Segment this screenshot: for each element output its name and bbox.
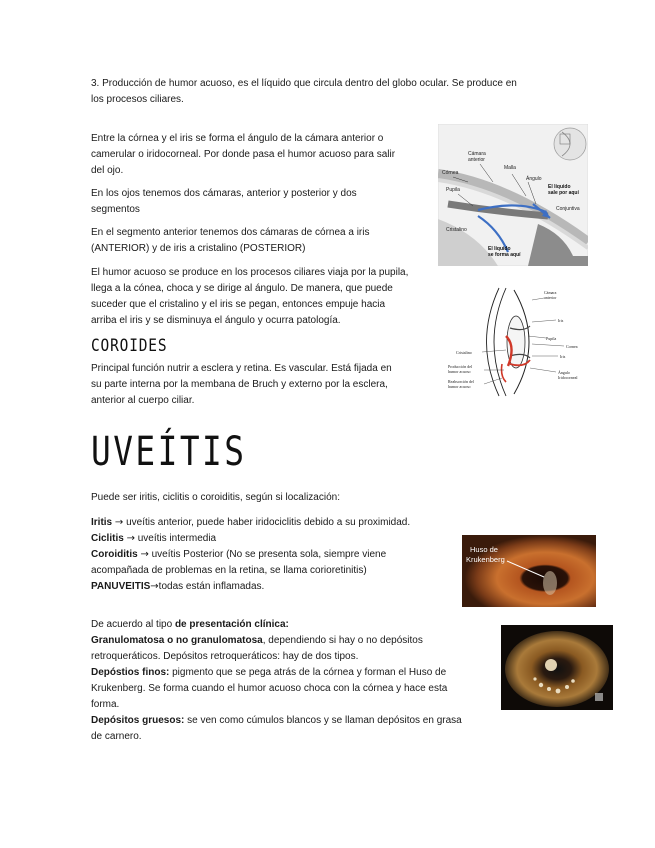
keratic-precipitates-photo	[501, 625, 613, 710]
intro-line-1: 3. Producción de humor acuoso, es el líquido que circula dentro del globo ocular. Se produce en	[91, 78, 517, 89]
arrow-icon: →	[114, 517, 124, 528]
uveitis-item-iritis	[91, 515, 461, 531]
text-line: forma.	[91, 699, 120, 710]
uveitis-intro: Puede ser iritis, ciclitis o coroiditis, según si localización:	[91, 492, 340, 503]
eye-chambers-figure	[444, 286, 594, 398]
label-liquido-sale-1: El líquido	[548, 184, 571, 190]
label-produccion-1: Producción del	[448, 364, 473, 369]
term: Depósitos gruesos:	[91, 715, 185, 726]
text-line: segmentos	[91, 204, 140, 215]
item-text: uveítis intermedia	[134, 533, 217, 544]
label-produccion-2: humor acuoso	[448, 369, 471, 374]
label-cornea: Cornea	[566, 344, 578, 349]
intro-plain: De acuerdo al tipo	[91, 619, 175, 630]
label-liquido-forma-1: El líquido	[488, 246, 511, 252]
label-liquido-sale-2: sale por aquí	[548, 190, 579, 196]
coroides-paragraph	[91, 361, 436, 409]
angle-paragraph-3	[91, 225, 436, 257]
text-line: su parte interna por la membana de Bruch y externo por la esclera,	[91, 379, 388, 390]
term: Granulomatosa o no granulomatosa	[91, 635, 263, 646]
uveitis-item-ciclitis	[91, 531, 461, 547]
label-angulo-1: Ángulo	[558, 370, 570, 375]
item-text: todas están inflamadas.	[158, 581, 265, 592]
intro-paragraph	[91, 76, 571, 108]
term: Iritis	[91, 517, 113, 528]
uveitis-item-coroiditis	[91, 547, 461, 563]
iridocorneal-angle-figure	[438, 124, 588, 266]
label-liquido-forma-2: se forma aquí	[488, 252, 521, 258]
item-text: uveítis anterior, puede haber iridociclitis debido a su proximidad.	[123, 517, 411, 528]
label-iris-2: Iris	[560, 354, 566, 359]
label-pupila: Pupila	[546, 336, 557, 341]
uveitis-coroiditis-cont: acompañada de problemas en la retina, se llama corioretinitis)	[91, 565, 367, 576]
text-line: retroqueráticos. Depósitos retroqueráticos: hay de dos tipos.	[91, 651, 359, 662]
arrow-icon: →	[150, 581, 159, 592]
text-line: El humor acuoso se produce en los procesos ciliares viaja por la pupila,	[91, 267, 409, 278]
arrow-icon: →	[140, 549, 149, 560]
text-line: En el segmento anterior tenemos dos cámaras de córnea a iris	[91, 227, 370, 238]
uveitis-list	[91, 515, 461, 595]
text-line: Entre la córnea y el iris se forma el ángulo de la cámara anterior o	[91, 133, 384, 144]
uveitis-item-panuveitis	[91, 579, 461, 595]
label-conjuntiva: Conjuntiva	[556, 206, 580, 212]
label-camara: Cámara	[468, 151, 486, 157]
text-line: Principal función nutrir a esclera y retina. Es vascular. Está fijada en	[91, 363, 392, 374]
term: PANUVEITIS	[91, 581, 151, 592]
clinical-paragraph	[91, 617, 491, 745]
text-line: Krukenberg. Se forma cuando el humor acuoso choca con la córnea y hace esta	[91, 683, 448, 694]
label-anterior: anterior	[468, 157, 485, 163]
intro-bold: de presentación clínica:	[174, 619, 289, 630]
text-line: arriba el iris y se disminuya el ángulo y ocurra patología.	[91, 315, 341, 326]
term-text: se ven como cúmulos blancos y se llaman depósitos en grasa	[184, 715, 462, 726]
term: Coroiditis	[91, 549, 138, 560]
uveitis-heading: UVEÍTIS	[91, 429, 247, 475]
text-line: de carnero.	[91, 731, 142, 742]
term-text: pigmento que se pega atrás de la córnea y forman el Huso de	[169, 667, 447, 678]
term: Depóstios finos:	[91, 667, 170, 678]
label-iris: Iris	[558, 318, 564, 323]
text-line: suceder que el cristalino y el iris se pegan, entonces empuje hacia	[91, 299, 386, 310]
text-line: camerular o iridocorneal. Por donde pasa el humor acuoso para salir	[91, 149, 396, 160]
angle-paragraph-2	[91, 186, 436, 218]
label-cristalino: Cristalino	[456, 350, 472, 355]
term-text: , dependiendo si hay o no depósitos	[262, 635, 423, 646]
label-camara-anterior-1: Cámara	[544, 290, 557, 295]
intro-line-2: los procesos ciliares.	[91, 94, 184, 105]
label-pupila: Pupila	[446, 187, 460, 193]
text-line: En los ojos tenemos dos cámaras, anterior y posterior y dos	[91, 188, 357, 199]
text-line: llega a la cónea, choca y se dirige al ángulo. De manera, que puede	[91, 283, 393, 294]
angle-paragraph-1	[91, 131, 436, 179]
label-reabsorcion-2: humor acuoso	[448, 384, 471, 389]
label-camara-anterior-2: anterior	[544, 295, 557, 300]
label-huso: Huso de	[470, 545, 498, 554]
coroides-heading: COROIDES	[91, 336, 168, 356]
item-text: uveítis Posterior (No se presenta sola, siempre viene	[148, 549, 387, 560]
label-krukenberg: Krukenberg	[466, 555, 505, 564]
label-angulo: Ángulo	[526, 176, 542, 182]
label-cornea: Córnea	[442, 170, 459, 176]
label-reabsorcion-1: Reabsorción del	[448, 379, 474, 384]
arrow-icon: →	[126, 533, 135, 544]
clinical-depositos-gruesos	[91, 713, 491, 729]
term: Ciclitis	[91, 533, 124, 544]
label-malla: Malla	[504, 165, 516, 171]
clinical-intro	[91, 617, 491, 633]
text-line: (ANTERIOR) y de iris a cristalino (POSTERIOR)	[91, 243, 306, 254]
text-line: del ojo.	[91, 165, 124, 176]
angle-paragraph-4	[91, 265, 436, 329]
text-line: anterior al cuerpo ciliar.	[91, 395, 195, 406]
label-cristalino: Cristalino	[446, 227, 467, 233]
krukenberg-photo	[462, 535, 596, 607]
label-angulo-2: Iridocorneal	[558, 375, 578, 380]
clinical-granulomatosa	[91, 633, 491, 649]
clinical-depositos-finos	[91, 665, 491, 681]
